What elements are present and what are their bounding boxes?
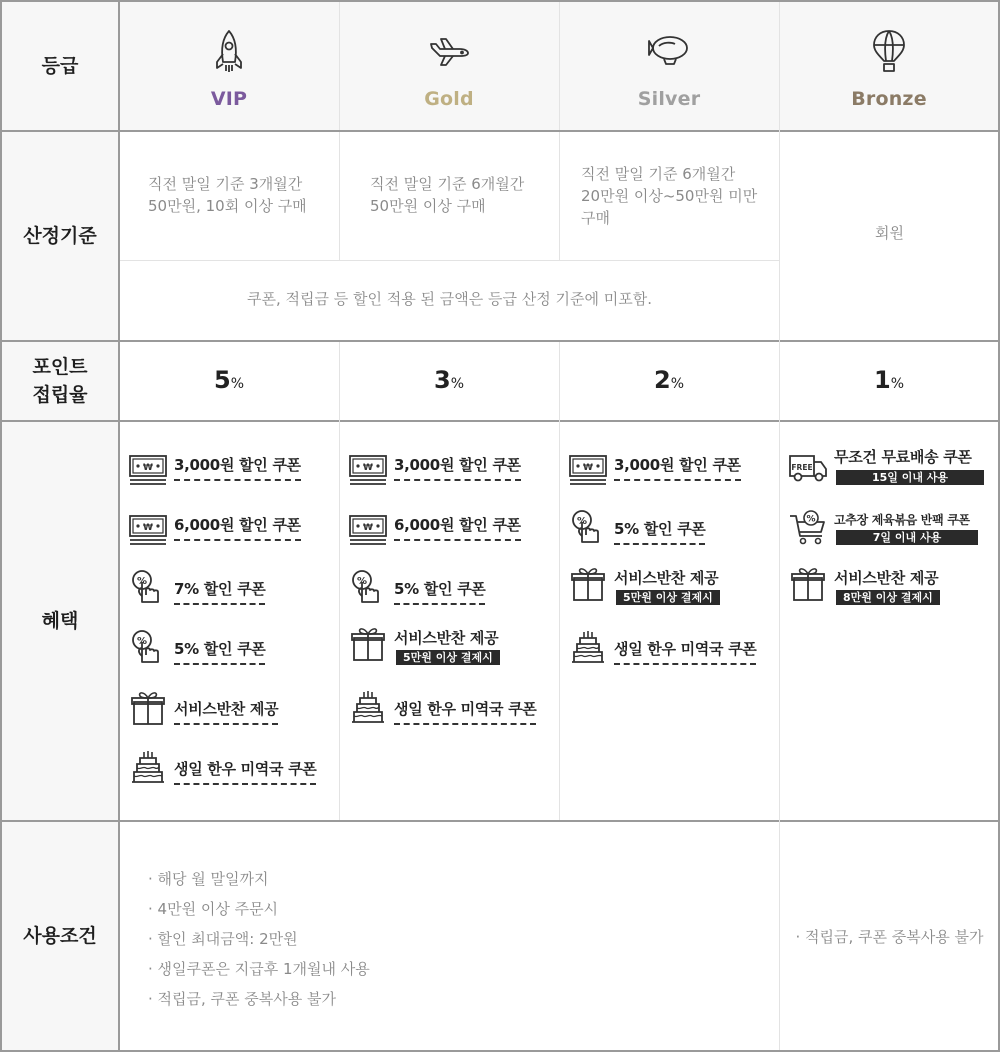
condition-item: · 4만원 이상 주문시 — [148, 900, 279, 918]
criteria-gold-line1: 직전 말일 기준 6개월간 — [370, 175, 525, 193]
points-silver-unit: % — [670, 376, 684, 392]
points-gold-value: 3 — [433, 366, 451, 394]
row-label-conditions: 사용조건 — [2, 822, 118, 1050]
criteria-note: 쿠폰, 적립금 등 할인 적용 된 금액은 등급 산정 기준에 미포함. — [247, 290, 652, 308]
grade-name-silver: Silver — [637, 88, 701, 110]
benefit-label: 생일 한우 미역국 쿠폰 — [394, 698, 536, 725]
row-label-points-line2: 접립율 — [32, 384, 88, 406]
benefit-label: 서비스반찬 제공 — [834, 569, 939, 587]
benefit-label: 6,000원 할인 쿠폰 — [174, 514, 301, 541]
benefit-tag: 8만원 이상 결제시 — [836, 590, 940, 605]
benefit-label: 3,000원 할인 쿠폰 — [614, 454, 741, 481]
criteria-vip-line2: 50만원, 10회 이상 구매 — [148, 197, 307, 215]
points-bronze-unit: % — [890, 376, 904, 392]
grade-name-gold: Gold — [424, 88, 474, 110]
criteria-vip-line1: 직전 말일 기준 3개월간 — [148, 175, 303, 193]
benefit-tag: 5만원 이상 결제시 — [616, 590, 720, 605]
row-label-points-line1: 포인트 — [32, 356, 88, 378]
benefit-label: 서비스반찬 제공 — [174, 698, 278, 725]
points-silver-value: 2 — [653, 366, 671, 394]
row-label-grade: 등급 — [2, 2, 118, 130]
criteria-silver-line1: 직전 말일 기준 6개월간 — [581, 165, 736, 183]
benefit-tag: 15일 이내 사용 — [836, 470, 984, 485]
benefit-label: 서비스반찬 제공 — [394, 629, 499, 647]
criteria-gold-line2: 50만원 이상 구매 — [370, 197, 486, 215]
benefit-label: 3,000원 할인 쿠폰 — [394, 454, 521, 481]
benefit-label: 5% 할인 쿠폰 — [394, 578, 485, 605]
grade-name-bronze: Bronze — [851, 88, 927, 110]
benefit-tag: 7일 이내 사용 — [836, 530, 978, 545]
criteria-silver-line3: 구매 — [581, 209, 610, 227]
benefit-label: 고추장 제육볶음 반팩 쿠폰 — [834, 513, 970, 527]
points-vip-unit: % — [230, 376, 244, 392]
benefit-label: 3,000원 할인 쿠폰 — [174, 454, 301, 481]
conditions-bronze: · 적립금, 쿠폰 중복사용 불가 — [795, 928, 984, 946]
benefit-label: 무조건 무료배송 쿠폰 — [834, 448, 972, 466]
benefit-label: 5% 할인 쿠폰 — [174, 638, 265, 665]
condition-item: · 생일쿠폰은 지급후 1개월내 사용 — [148, 960, 370, 978]
points-vip-value: 5 — [213, 366, 231, 394]
benefit-label: 5% 할인 쿠폰 — [614, 518, 705, 545]
condition-item: · 적립금, 쿠폰 중복사용 불가 — [148, 990, 336, 1008]
benefit-label: 서비스반찬 제공 — [614, 569, 719, 587]
benefit-label: 생일 한우 미역국 쿠폰 — [614, 638, 756, 665]
benefit-tag: 5만원 이상 결제시 — [396, 650, 500, 665]
grade-name-vip: VIP — [210, 88, 248, 110]
condition-item: · 해당 월 말일까지 — [148, 870, 269, 888]
benefit-label: 생일 한우 미역국 쿠폰 — [174, 758, 316, 785]
benefit-label: 7% 할인 쿠폰 — [174, 578, 265, 605]
points-gold-unit: % — [450, 376, 464, 392]
points-bronze-value: 1 — [873, 366, 891, 394]
criteria-silver-line2: 20만원 이상~50만원 미만 — [581, 187, 758, 205]
row-label-benefits: 혜택 — [2, 422, 118, 820]
benefit-label: 6,000원 할인 쿠폰 — [394, 514, 521, 541]
row-label-criteria: 산정기준 — [2, 132, 118, 340]
criteria-bronze: 회원 — [875, 224, 904, 242]
condition-item: · 할인 최대금액: 2만원 — [148, 930, 298, 948]
